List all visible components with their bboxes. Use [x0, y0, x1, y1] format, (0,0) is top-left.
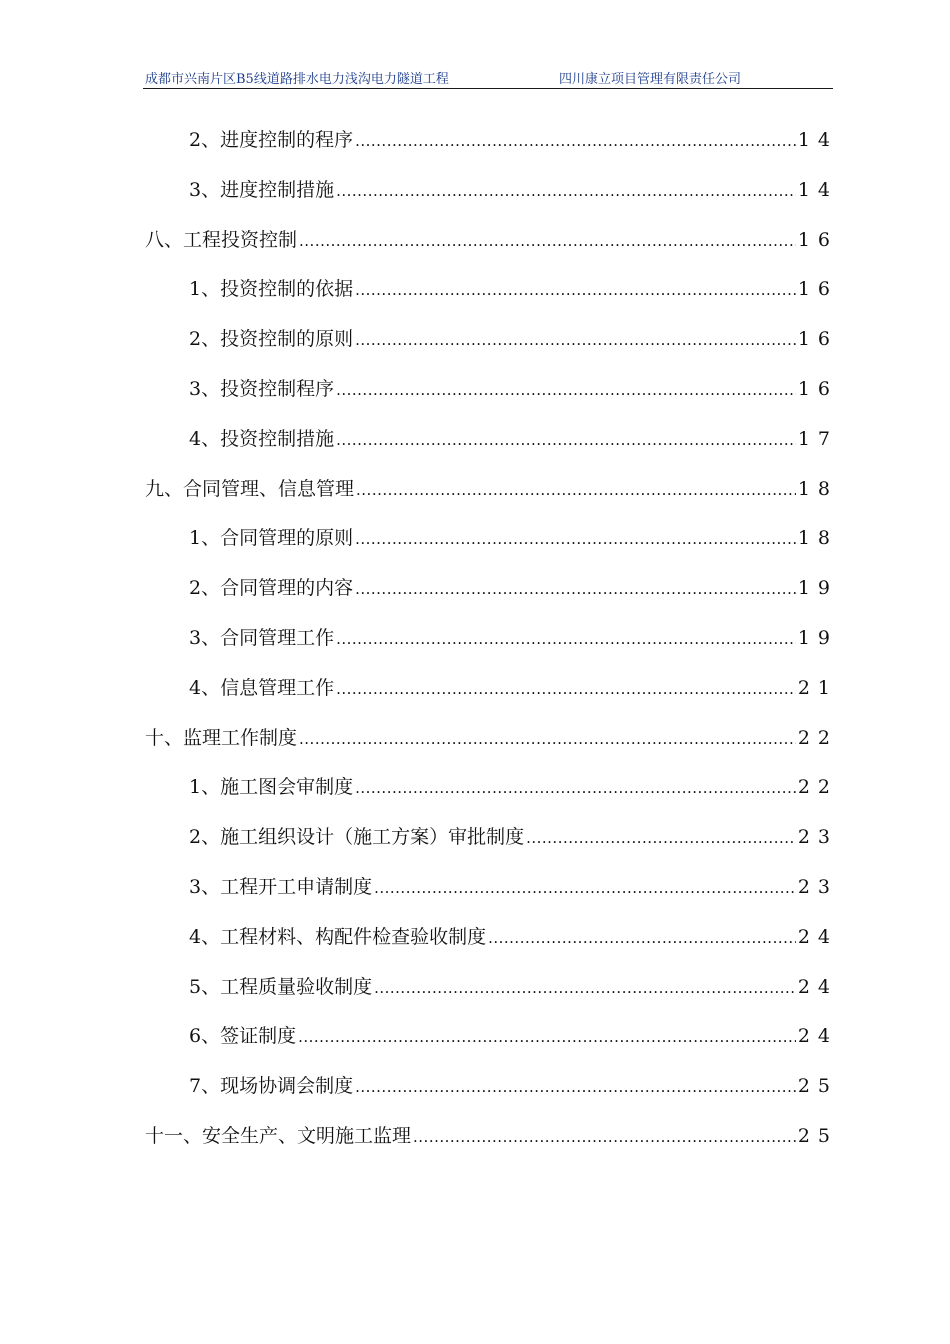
toc-entry-title: 4、工程材料、构配件检查验收制度 [189, 925, 487, 948]
toc-entry-title: 十、监理工作制度 [145, 726, 298, 749]
toc-entry[interactable] [145, 371, 838, 421]
toc-dot-leader [336, 422, 796, 458]
toc-dot-leader [374, 970, 796, 1006]
toc-entry-page: 19 [797, 577, 838, 600]
toc-entry[interactable] [145, 969, 838, 1019]
toc-chapter-entry[interactable] [145, 1118, 838, 1168]
toc-entry-page: 25 [797, 1075, 838, 1098]
toc-entry[interactable] [145, 769, 838, 819]
toc-entry-page: 25 [797, 1124, 838, 1147]
toc-dot-leader [336, 671, 796, 707]
toc-entry-title: 6、签证制度 [189, 1025, 297, 1048]
toc-entry-title: 2、投资控制的原则 [189, 328, 354, 351]
toc-entry-page: 14 [797, 129, 838, 151]
toc-dot-leader [488, 920, 796, 956]
toc-entry-page: 17 [797, 427, 838, 450]
toc-entry-page: 16 [797, 278, 838, 301]
toc-entry[interactable] [145, 670, 838, 720]
toc-entry-page: 16 [797, 377, 838, 400]
toc-entry[interactable] [145, 869, 838, 919]
toc-dot-leader [336, 621, 796, 657]
toc-entry-page: 22 [797, 776, 838, 799]
toc-chapter-entry[interactable] [145, 222, 838, 272]
toc-dot-leader [355, 322, 796, 358]
toc-entry[interactable] [145, 321, 838, 371]
toc-entry-page: 18 [797, 477, 838, 500]
toc-dot-leader [526, 820, 796, 856]
toc-entry-page: 23 [797, 826, 838, 849]
toc-entry-page: 24 [797, 1025, 838, 1048]
toc-entry-page: 24 [797, 925, 838, 948]
toc-entry-title: 4、投资控制措施 [189, 427, 335, 450]
toc-dot-leader [356, 472, 796, 508]
toc-dot-leader [336, 173, 796, 209]
toc-entry[interactable] [145, 172, 838, 222]
toc-dot-leader [299, 721, 796, 757]
toc-entry-title: 十一、安全生产、文明施工监理 [145, 1124, 412, 1147]
toc-entry[interactable] [145, 1068, 838, 1118]
toc-entry-page: 14 [797, 178, 838, 201]
toc-entry-page: 16 [797, 328, 838, 351]
toc-entry-title: 3、合同管理工作 [189, 626, 335, 649]
toc-dot-leader [355, 123, 796, 159]
toc-entry[interactable] [145, 620, 838, 670]
toc-dot-leader [336, 372, 796, 408]
table-of-contents [145, 122, 838, 1168]
toc-entry-page: 18 [797, 527, 838, 550]
toc-entry-page: 22 [797, 726, 838, 749]
page-header [143, 66, 833, 89]
toc-entry-page: 24 [797, 975, 838, 998]
toc-chapter-entry[interactable] [145, 720, 838, 770]
header-company-name: 四川康立项目管理有限责任公司 [559, 72, 742, 87]
toc-entry[interactable] [145, 271, 838, 321]
toc-entry-title: 2、进度控制的程序 [189, 129, 354, 151]
toc-entry[interactable] [145, 122, 838, 172]
toc-dot-leader [355, 770, 796, 806]
toc-entry-page: 19 [797, 626, 838, 649]
toc-entry[interactable] [145, 520, 838, 570]
toc-entry-title: 1、合同管理的原则 [189, 527, 354, 550]
toc-entry-page: 16 [797, 228, 838, 251]
toc-entry-title: 1、投资控制的依据 [189, 278, 354, 301]
toc-entry-title: 3、投资控制程序 [189, 377, 335, 400]
toc-entry-title: 5、工程质量验收制度 [189, 975, 373, 998]
toc-entry[interactable] [145, 919, 838, 969]
toc-entry[interactable] [145, 1018, 838, 1068]
header-project-title: 成都市兴南片区B5线道路排水电力浅沟电力隧道工程 [145, 72, 449, 87]
toc-entry[interactable] [145, 819, 838, 869]
toc-dot-leader [355, 1069, 796, 1105]
toc-entry-title: 4、信息管理工作 [189, 676, 335, 699]
toc-dot-leader [355, 521, 796, 557]
toc-entry-page: 23 [797, 875, 838, 898]
toc-entry-title: 九、合同管理、信息管理 [145, 477, 355, 500]
toc-entry-title: 3、进度控制措施 [189, 178, 335, 201]
toc-entry-title: 2、合同管理的内容 [189, 577, 354, 600]
toc-dot-leader [413, 1119, 796, 1155]
toc-entry-title: 7、现场协调会制度 [189, 1075, 354, 1098]
toc-dot-leader [355, 272, 796, 308]
toc-entry-title: 3、工程开工申请制度 [189, 875, 373, 898]
toc-entry[interactable] [145, 421, 838, 471]
toc-entry-title: 2、施工组织设计（施工方案）审批制度 [189, 826, 525, 849]
toc-chapter-entry[interactable] [145, 471, 838, 521]
toc-dot-leader [355, 571, 796, 607]
toc-entry-title: 1、施工图会审制度 [189, 776, 354, 799]
toc-entry[interactable] [145, 570, 838, 620]
toc-dot-leader [299, 223, 796, 259]
toc-entry-title: 八、工程投资控制 [145, 228, 298, 251]
toc-entry-page: 21 [797, 676, 838, 699]
toc-dot-leader [374, 870, 796, 906]
toc-dot-leader [298, 1019, 796, 1055]
